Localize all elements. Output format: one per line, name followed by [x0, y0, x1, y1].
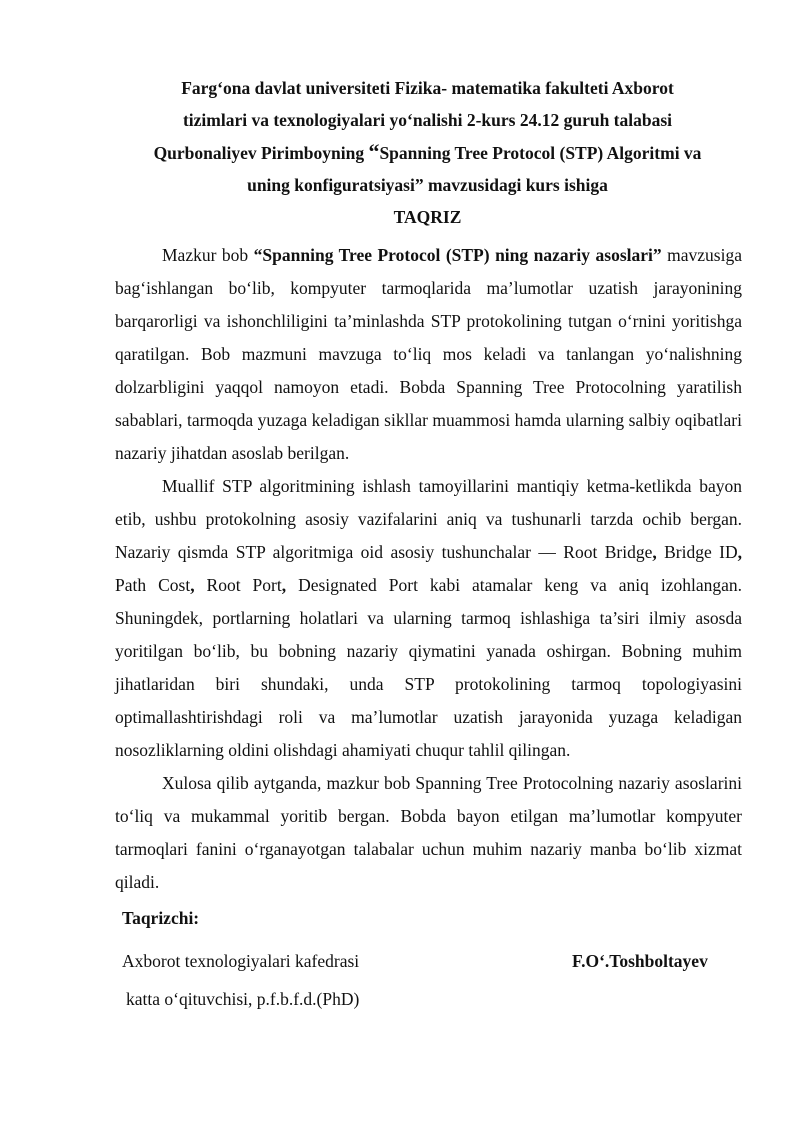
- header-line-3: [100, 136, 755, 169]
- reviewer-name: F.O‘.Toshboltayev: [572, 951, 708, 971]
- p2-comma-1: ,: [652, 542, 657, 562]
- document-header: [100, 72, 755, 233]
- header-line-4: uning konfiguratsiyasi” mavzusidagi kurs ishiga: [247, 175, 608, 195]
- reviewer-position: katta o‘qituvchisi, p.f.b.f.d.(PhD): [126, 989, 360, 1009]
- paragraph-3: Xulosa qilib aytganda, mazkur bob Spanning Tree Protocolning nazariy asoslarini to‘liq va mukammal yoritib bergan. Bobda bayon etilgan ma’lumotlar kompyuter tarmoqlari fanini o‘rganayotgan talabalar uchun muhim nazariy manba bo‘lib xizmat qiladi.: [115, 773, 742, 892]
- p2-comma-3: ,: [190, 575, 195, 595]
- p2-part-3: Path Cost: [115, 575, 191, 595]
- paragraph-1: [115, 239, 742, 470]
- review-body: [115, 239, 742, 899]
- paragraph-2: [115, 470, 742, 767]
- p2-part-4: Root Port: [194, 575, 282, 595]
- p2-part-5: Designated Port kabi atamalar keng va aniq izohlangan. Shuningdek, portlarning holatlari va ularning tarmoq ishlashiga ta’siri ilmiy asosda yoritilgan bo‘lib, bu bobning nazariy qiymatini yanada oshirgan. Bobning muhim jihatlaridan biri shundaki, unda STP protokolining tarmoq topologiyasini optimallashtirishdagi roli va ma’lumotlar uzatish jarayonida yuzaga keladigan nosozliklarning oldini olishdagi ahamiyati chuqur tahlil qilingan.: [115, 575, 742, 760]
- p2-part-2: Bridge ID: [656, 542, 738, 562]
- student-name: Qurbonaliyev Pirimboyning: [153, 143, 369, 163]
- topic-title: Spanning Tree Protocol (STP) Algoritmi va: [379, 143, 702, 163]
- reviewer-department: Axborot texnologiyalari kafedrasi: [122, 951, 360, 971]
- p1-bold-topic: “Spanning Tree Protocol (STP) ning nazariy asoslari”: [253, 245, 662, 265]
- p1-text: mavzusiga bag‘ishlangan bo‘lib, kompyuter tarmoqlarida ma’lumotlar uzatish jarayonining barqarorligi va ishonchliligini ta’minlashda STP protokolining tutgan o‘rnini yoritishga qaratilgan. Bob mazmuni mavzuga to‘liq mos keladi va tanlangan yo‘nalishning dolzarbligini yaqqol namoyon etadi. Bobda Spanning Tree Protocolning yaratilish sabablari, tarmoqda yuzaga keladigan sikllar muammosi hamda ularning salbiy oqibatlari nazariy jihatdan asoslab berilgan.: [115, 245, 742, 463]
- reviewer-label: Taqrizchi:: [122, 908, 200, 928]
- p2-comma-4: ,: [281, 575, 287, 595]
- document-title: TAQRIZ: [393, 207, 462, 227]
- header-line-1: Farg‘ona davlat universiteti Fizika- matematika fakulteti Axborot: [181, 78, 674, 98]
- p2-part-1: Muallif STP algoritmining ishlash tamoyillarini mantiqiy ketma-ketlikda bayon etib, ushbu protokolning asosiy vazifalarini aniq va tushunarli tarzda ochib bergan. Nazariy qismda STP algoritmiga oid asosiy tushunchalar — Root Bridge: [115, 476, 742, 562]
- open-quote: “: [368, 139, 380, 164]
- p2-comma-2: ,: [737, 542, 742, 562]
- p1-intro: Mazkur bob: [162, 245, 254, 265]
- header-line-2: tizimlari va texnologiyalari yo‘nalishi 2-kurs 24.12 guruh talabasi: [182, 110, 673, 130]
